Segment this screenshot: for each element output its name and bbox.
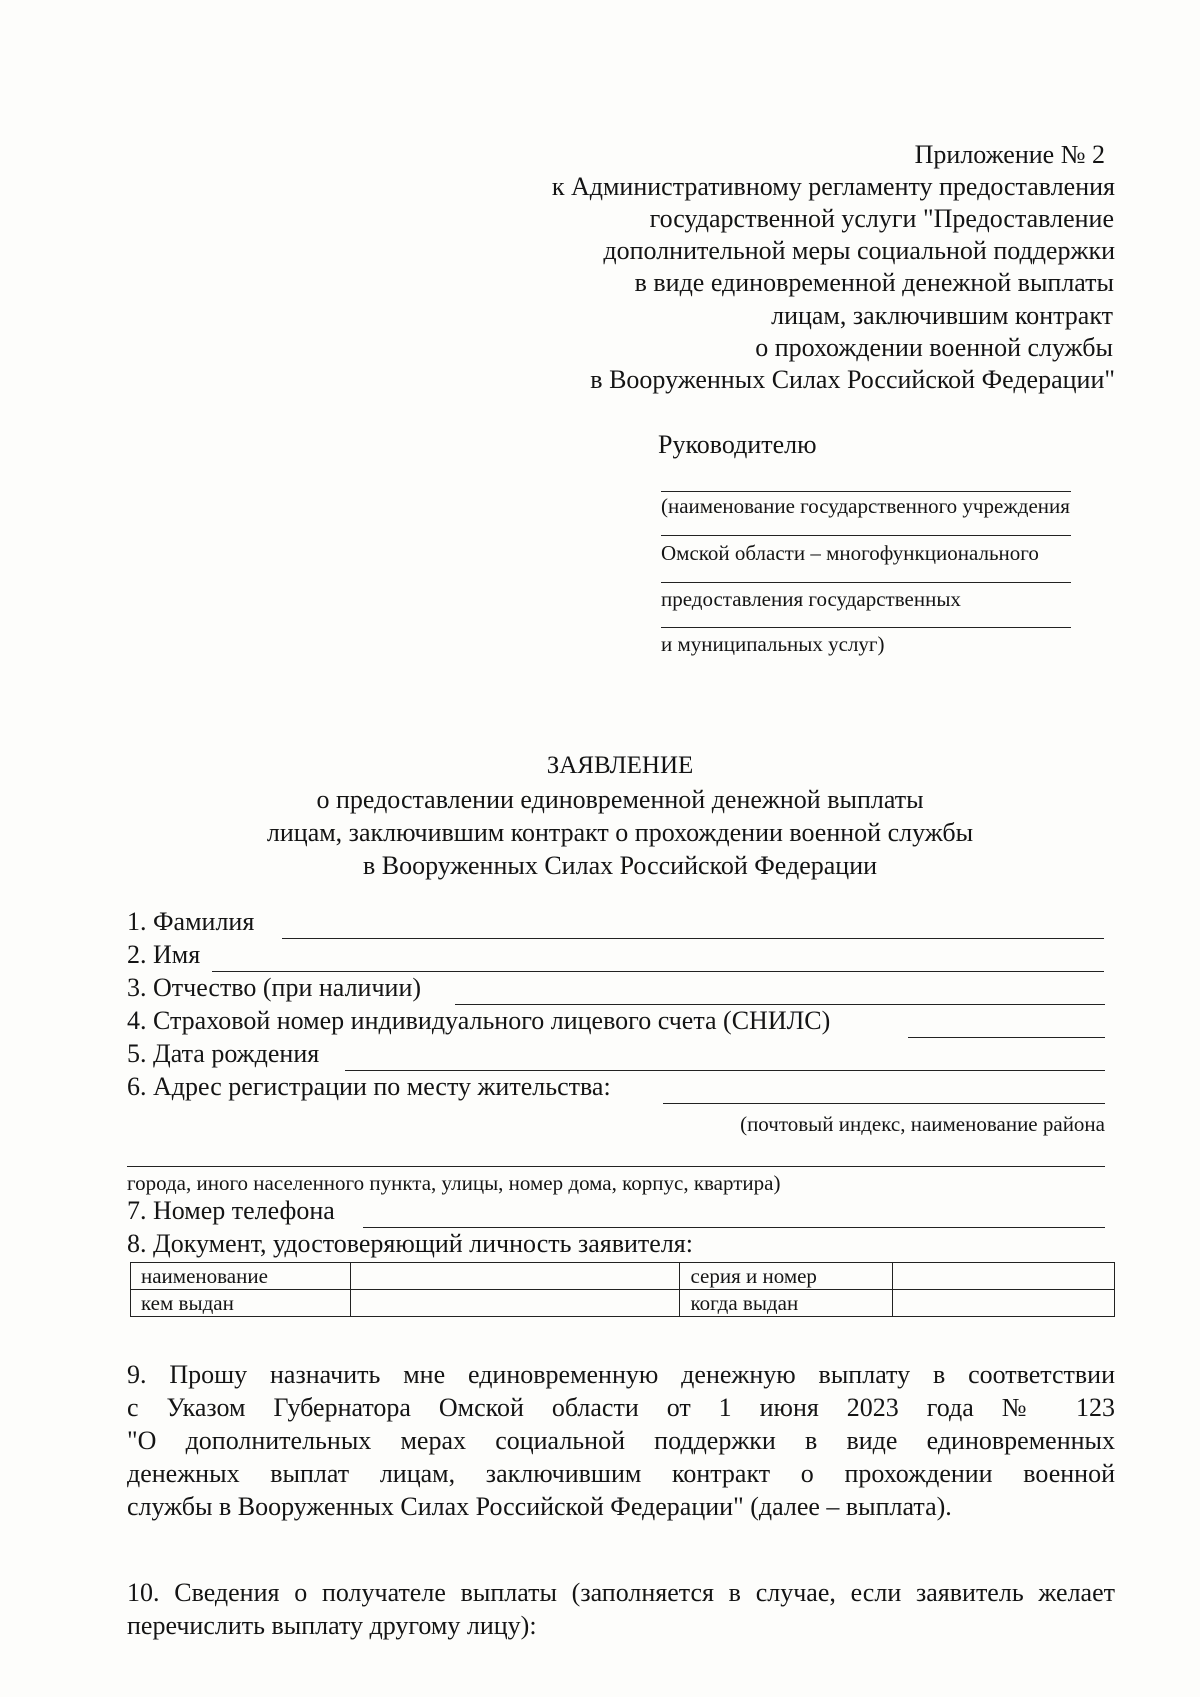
- appendix-line: о прохождении военной службы: [755, 333, 1113, 362]
- paragraph-line: перечислить выплату другому лицу):: [127, 1611, 537, 1640]
- paragraph-line: 9. Прошу назначить мне единовременную денежную выплату в соответствии: [127, 1360, 1115, 1389]
- birth-date-field[interactable]: [345, 1070, 1105, 1071]
- appendix-line: лицам, заключившим контракт: [771, 301, 1113, 330]
- paragraph-line: 10. Сведения о получателе выплаты (заполняется в случае, если заявитель желает: [127, 1578, 1115, 1607]
- application-subtitle: лицам, заключившим контракт о прохождении военной службы: [266, 818, 974, 847]
- application-subtitle: в Вооруженных Силах Российской Федерации: [362, 851, 878, 880]
- paragraph-line: службы в Вооруженных Силах Российской Федерации" (далее – выплата).: [127, 1492, 952, 1521]
- birth-date-label: 5. Дата рождения: [127, 1039, 320, 1068]
- paragraph-line: денежных выплат лицам, заключившим контракт о прохождении военной: [127, 1459, 1115, 1488]
- table-input-cell[interactable]: [893, 1263, 1115, 1290]
- address-field-continuation[interactable]: [127, 1166, 1105, 1167]
- surname-label: 1. Фамилия: [127, 907, 255, 936]
- snils-label: 4. Страховой номер индивидуального лицевого счета (СНИЛС): [127, 1006, 831, 1035]
- name-field[interactable]: [212, 971, 1104, 972]
- addressee-caption: Омской области – многофункционального: [661, 541, 1039, 565]
- address-hint: города, иного населенного пункта, улицы, номер дома, корпус, квартира): [127, 1171, 781, 1195]
- paragraph-line: "О дополнительных мерах социальной поддержки в виде единовременных: [127, 1426, 1115, 1455]
- addressee-fill-line[interactable]: [661, 491, 1071, 492]
- addressee-caption: и муниципальных услуг): [661, 632, 885, 656]
- addressee-fill-line[interactable]: [661, 535, 1071, 536]
- appendix-line: в виде единовременной денежной выплаты: [634, 268, 1114, 297]
- appendix-line: к Административному регламенту предоставления: [551, 172, 1115, 201]
- addressee-fill-line[interactable]: [661, 627, 1071, 628]
- patronymic-field[interactable]: [455, 1004, 1105, 1005]
- appendix-line: государственной услуги "Предоставление: [649, 204, 1114, 233]
- id-document-label: 8. Документ, удостоверяющий личность заявителя:: [127, 1229, 693, 1258]
- application-title: ЗАЯВЛЕНИЕ: [546, 752, 694, 779]
- table-row: [131, 1290, 1115, 1317]
- patronymic-label: 3. Отчество (при наличии): [127, 973, 422, 1002]
- table-label-cell: наименование: [131, 1263, 351, 1290]
- addressee-caption: предоставления государственных: [661, 587, 961, 611]
- id-document-table: [130, 1262, 1115, 1317]
- table-label-cell: серия и номер: [680, 1263, 893, 1290]
- table-input-cell[interactable]: [350, 1263, 680, 1290]
- address-hint: (почтовый индекс, наименование района: [740, 1112, 1105, 1136]
- surname-field[interactable]: [282, 938, 1104, 939]
- addressee-caption: (наименование государственного учреждения: [661, 494, 1070, 518]
- table-input-cell[interactable]: [893, 1290, 1115, 1317]
- phone-label: 7. Номер телефона: [127, 1196, 335, 1225]
- paragraph-line: с Указом Губернатора Омской области от 1 июня 2023 года № 123: [127, 1393, 1115, 1422]
- addressee-title: Руководителю: [658, 430, 817, 459]
- address-field[interactable]: [663, 1103, 1105, 1104]
- paragraph-9: [127, 1358, 1115, 1523]
- snils-field[interactable]: [908, 1037, 1105, 1038]
- addressee-fill-line[interactable]: [661, 582, 1071, 583]
- address-label: 6. Адрес регистрации по месту жительства:: [127, 1072, 611, 1101]
- appendix-number: Приложение № 2: [914, 140, 1105, 169]
- application-subtitle: о предоставлении единовременной денежной выплаты: [316, 785, 924, 814]
- table-label-cell: когда выдан: [680, 1290, 893, 1317]
- appendix-line: дополнительной меры социальной поддержки: [603, 236, 1115, 265]
- appendix-line: в Вооруженных Силах Российской Федерации": [590, 365, 1115, 394]
- table-label-cell: кем выдан: [131, 1290, 351, 1317]
- table-input-cell[interactable]: [350, 1290, 680, 1317]
- paragraph-10: [127, 1576, 1115, 1642]
- name-label: 2. Имя: [127, 940, 201, 969]
- phone-field[interactable]: [363, 1227, 1105, 1228]
- table-row: [131, 1263, 1115, 1290]
